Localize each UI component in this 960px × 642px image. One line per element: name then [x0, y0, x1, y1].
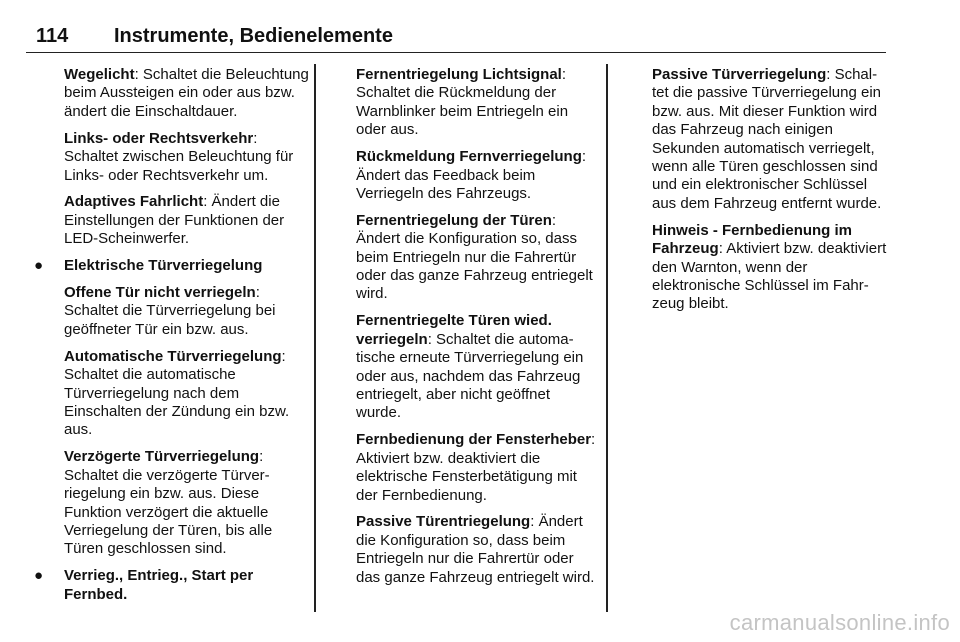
description: : Schaltet die passive Türverriegelung ein bzw. aus. Mit dieser Funktion wird das Fahrzeug nach einigen Sekunden automatisch verriegelt, wenn alle Türen geschlossen sind und ein elektronischer Schlüssel aus dem Fahrzeug entfernt wurde.	[652, 66, 882, 212]
paragraph	[652, 222, 887, 314]
description: : Schaltet die Rückmeldung der Warnblinker beim Entriegeln ein oder aus.	[356, 66, 569, 139]
description: : Ändert die Konfiguration so, dass beim Entriegeln nur die Fahrertür oder das ganze Fahrzeug entriegelt wird.	[356, 513, 595, 586]
column-divider	[314, 64, 316, 612]
page-title: Instrumente, Bedienelemente	[114, 25, 393, 47]
term: Fernentriegelung der Türen	[356, 211, 552, 229]
description: : Ändert das Feedback beim Verriegeln des Fahrzeugs.	[356, 148, 587, 202]
term: Passive Türentriegelung	[356, 513, 531, 531]
term: Hinweis - Fernbedienung im Fahrzeug	[652, 221, 853, 258]
bullet-heading: Verrieg., Entrieg., Start per Fernbed.	[64, 567, 254, 603]
paragraph	[64, 66, 309, 121]
description: : Ändert die Einstellungen der Funktionen der LED-Scheinwerfer.	[64, 193, 285, 248]
description: : Ändert die Konfiguration so, dass beim Entriegeln nur die Fahrertür oder das ganze Fahrzeug entriegelt wird.	[356, 211, 593, 303]
paragraph	[356, 66, 596, 140]
column-3	[652, 66, 887, 322]
page-number: 114	[36, 25, 69, 47]
paragraph	[64, 448, 309, 558]
description: : Schaltet die automatische Türverriegelung nach dem Einschalten der Zündung ein bzw. aus.	[64, 347, 290, 439]
bullet-icon: ●	[34, 257, 44, 275]
column-2	[356, 66, 596, 596]
term: Fernentriegelte Türen wied. verriegeln	[356, 312, 552, 348]
description: : Schaltet die automatische erneute Türverriegelung ein oder aus, nachdem das Fahrzeug entriegelt, aber nicht geöffnet wurde.	[356, 330, 584, 422]
paragraph	[64, 130, 309, 185]
term: Links- oder Rechtsverkehr	[64, 129, 254, 147]
column-1	[34, 66, 309, 613]
description: : Schaltet die Beleuchtung beim Aussteigen ein oder aus bzw. ändert die Einschaltdauer.	[64, 66, 309, 120]
term: Rückmeldung Fernverriegelung	[356, 148, 582, 166]
paragraph	[64, 193, 309, 248]
paragraph	[652, 66, 887, 213]
term: Adaptives Fahrlicht	[64, 193, 204, 211]
paragraph	[356, 312, 596, 422]
term: Fernentriegelung Lichtsignal	[356, 66, 562, 83]
description: : Aktiviert bzw. deaktiviert die elektrische Fensterbetätigung mit der Fernbedienung.	[356, 431, 596, 504]
term: Verzögerte Türverriegelung	[64, 448, 260, 466]
description: : Schaltet die verzögerte Türverriegelung ein bzw. aus. Diese Funktion verzögert die aktuelle Verriegelung der Türen, bis alle Türen geschlossen sind.	[64, 448, 273, 558]
term: Offene Tür nicht verriegeln	[64, 284, 256, 302]
term: Fernbedienung der Fensterheber	[356, 431, 592, 449]
description: : Aktiviert bzw. deaktiviert den Warnton, wenn der elektronische Schlüssel im Fahrzeug bleibt.	[652, 240, 887, 313]
bullet-heading: Elektrische Türverriegelung	[64, 257, 263, 275]
bullet-item	[34, 257, 309, 275]
paragraph	[356, 148, 596, 203]
term: Automatische Türverriegelung	[64, 347, 282, 365]
paragraph	[356, 513, 596, 587]
paragraph	[64, 348, 309, 440]
watermark: carmanualsonline.info	[729, 610, 950, 635]
term: Wegelicht	[64, 66, 135, 83]
page-header	[26, 18, 886, 53]
description: : Schaltet die Türverriegelung bei geöffneter Tür ein bzw. aus.	[64, 284, 276, 338]
paragraph	[64, 284, 309, 339]
term: Passive Türverriegelung	[652, 66, 827, 83]
bullet-item	[34, 567, 309, 604]
paragraph	[356, 212, 596, 304]
paragraph	[356, 431, 596, 505]
column-divider	[606, 64, 608, 612]
description: : Schaltet zwischen Beleuchtung für Links- oder Rechtsverkehr um.	[64, 129, 294, 184]
bullet-icon: ●	[34, 567, 44, 585]
